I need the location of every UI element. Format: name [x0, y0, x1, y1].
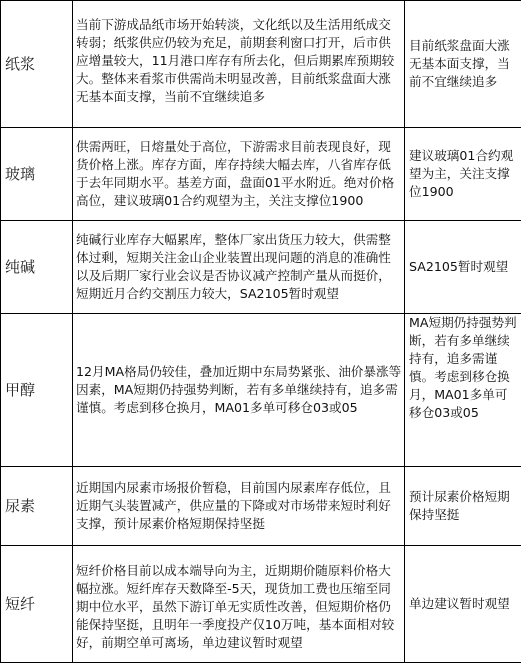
table-row	[1, 221, 521, 314]
table-row	[1, 546, 521, 663]
view-cell: 预计尿素价格短期保持坚挺	[405, 467, 521, 546]
table-row	[1, 467, 521, 546]
description-cell: 纯碱行业库存大幅累库，整体厂家出货压力较大，供需整体过剩，短期关注金山企业装置出现问题的消息的准确性以及后期厂家行业会议是否协议减产控制产量从而挺价，短期近月合约交割压力较大，SA2105暂时观望	[73, 221, 405, 314]
category-cell: 甲醇	[1, 314, 73, 467]
table-row	[1, 1, 521, 128]
description-text: 短纤价格目前以成本端导向为主，近期期价随原料价格大幅拉涨。短纤库存天数降至-5天，现货加工费也压缩至同期中位水平，虽然下游订单无实质性改善，但短期价格仍能保持坚挺，且明年一季度投产仅10万吨，基本面相对较好，前期空单可离场，单边建议暂时观望	[76, 562, 402, 652]
table-row	[1, 314, 521, 467]
view-cell: SA2105暂时观望	[405, 221, 521, 314]
description-cell: 12月MA格局仍较佳，叠加近期中东局势紧张、油价暴涨等因素，MA短期仍持强势判断，若有多单继续持有，追多需谨慎。考虑到移仓换月，MA01多单可移仓03或05	[73, 314, 405, 467]
view-cell: 建议玻璃01合约观望为主，关注支撑位1900	[405, 128, 521, 221]
category-cell: 纯碱	[1, 221, 73, 314]
description-cell: 近期国内尿素市场报价暂稳，目前国内尿素库存低位，且近期气头装置减产，供应量的下降或对市场带来短时利好支撑，预计尿素价格短期保持坚挺	[73, 467, 405, 546]
category-cell: 短纤	[1, 546, 73, 663]
view-cell: MA短期仍持强势判断，若有多单继续持有，追多需谨慎。考虑到移仓换月，MA01多单可移仓03或05	[405, 314, 521, 467]
table-row	[1, 128, 521, 221]
description-cell	[73, 546, 405, 663]
description-cell	[73, 1, 405, 128]
category-cell: 尿素	[1, 467, 73, 546]
description-text: 当前下游成品纸市场开始转淡，文化纸以及生活用纸成交转弱；纸浆供应仍较为充足，前期套利窗口打开，后市供应增量较大，11月港口库存有所去化，但后期累库预期较大。整体来看浆市供需尚未明显改善，目前纸浆盘面大涨无基本面支撑，当前不宜继续追多	[76, 16, 402, 106]
category-cell: 玻璃	[1, 128, 73, 221]
view-cell: 单边建议暂时观望	[405, 546, 521, 663]
category-cell: 纸浆	[1, 1, 73, 128]
description-cell: 供需两旺，日熔量处于高位，下游需求目前表现良好，现货价格上涨。库存方面，库存持续大幅去库，八省库存低于去年同期水平。基差方面，盘面01平水附近。绝对价格高位，建议玻璃01合约观望为主，关注支撑位1900	[73, 128, 405, 221]
view-cell: 目前纸浆盘面大涨无基本面支撑，当前不宜继续追多	[405, 1, 521, 128]
